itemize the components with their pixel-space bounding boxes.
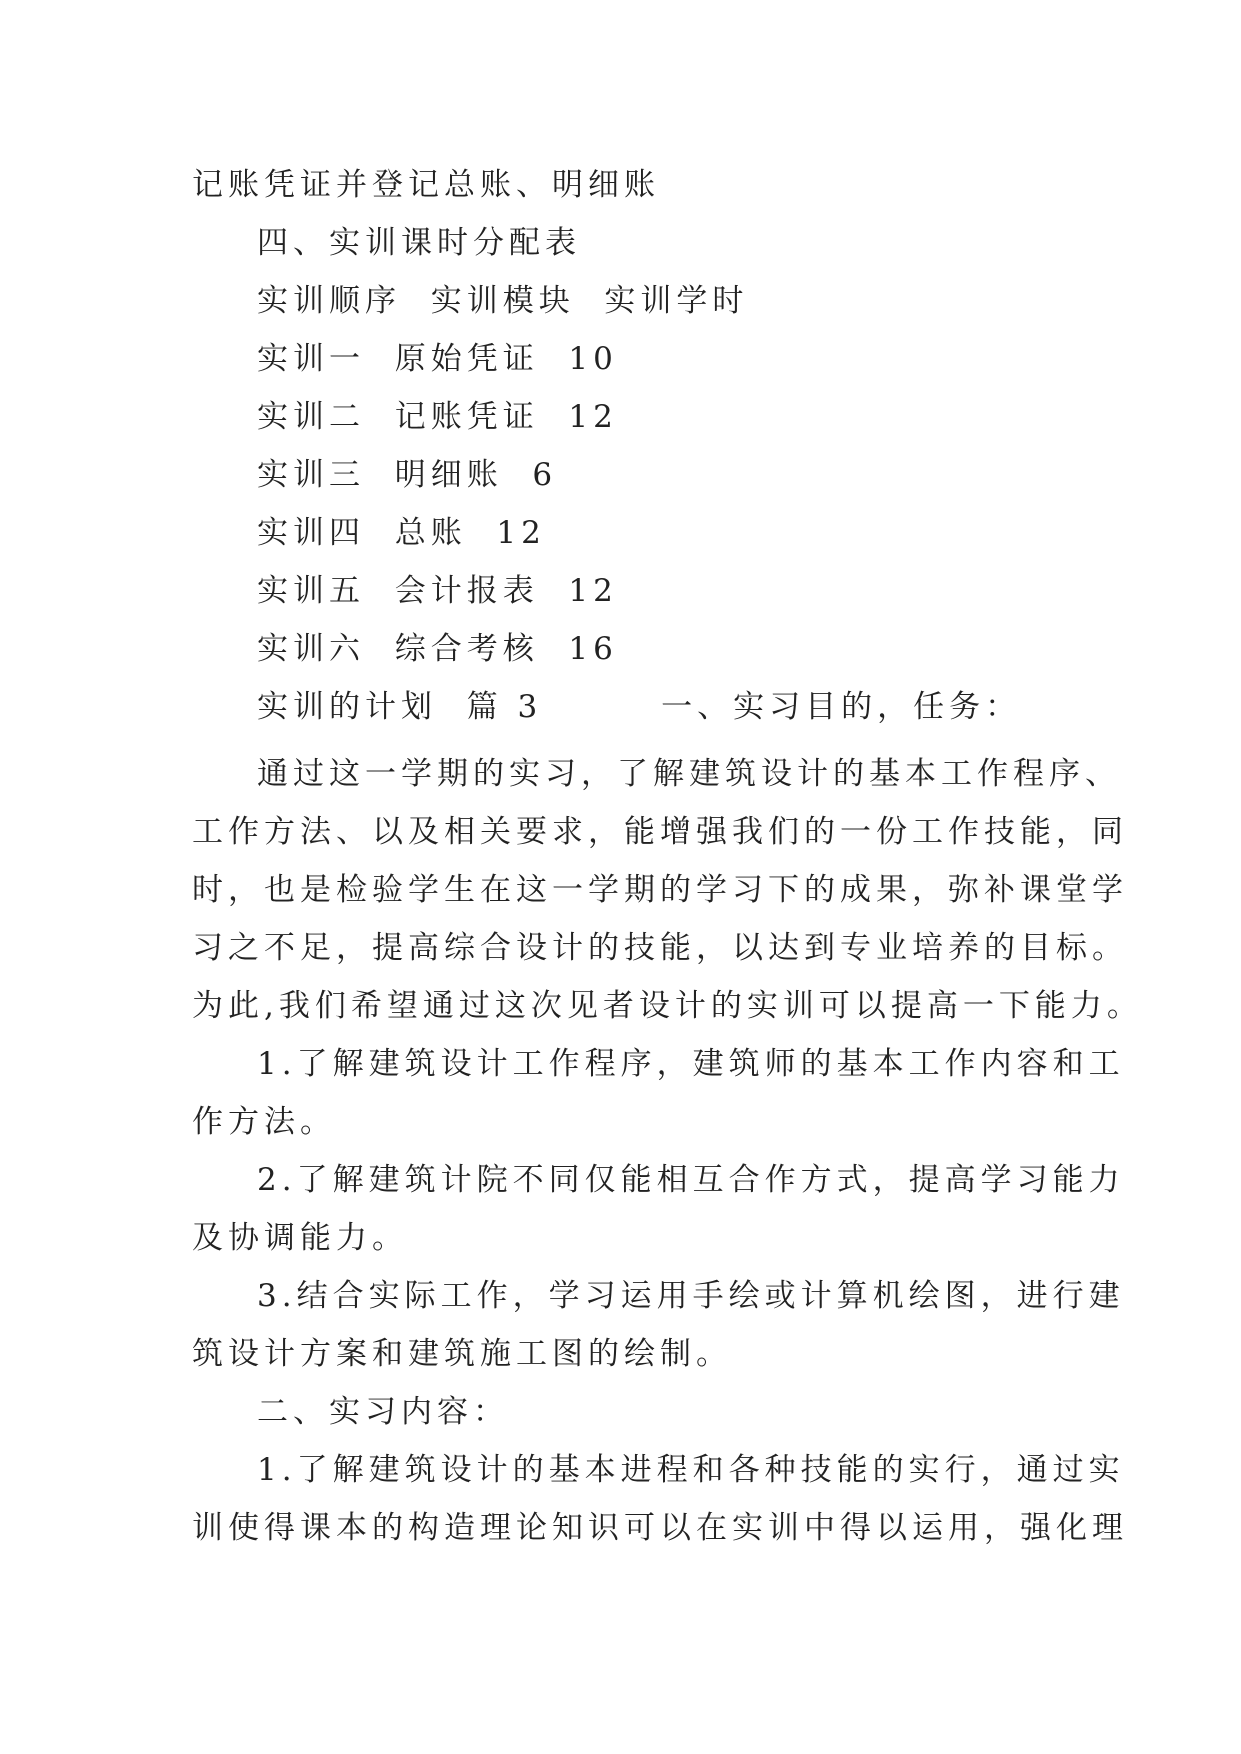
section-heading: 四、实训课时分配表 bbox=[257, 225, 581, 261]
list-item-line: 1.了解建筑设计的基本进程和各种技能的实行，通过实 bbox=[257, 1452, 1125, 1488]
text-line: 记账凭证并登记总账、明细账 bbox=[192, 167, 660, 203]
list-item-line: 2.了解建筑计院不同仅能相互合作方式，提高学习能力 bbox=[257, 1162, 1125, 1198]
table-row-line: 实训五 会计报表 12 bbox=[257, 573, 618, 609]
list-item-line: 作方法。 bbox=[192, 1104, 336, 1140]
list-item-line: 及协调能力。 bbox=[192, 1220, 408, 1256]
table-row-line: 实训一 原始凭证 10 bbox=[257, 341, 618, 377]
table-row-line: 实训三 明细账 6 bbox=[257, 457, 558, 493]
list-item-line: 1.了解建筑设计工作程序，建筑师的基本工作内容和工 bbox=[257, 1046, 1125, 1082]
table-row-line: 实训四 总账 12 bbox=[257, 515, 546, 551]
paragraph-line: 工作方法、以及相关要求，能增强我们的一份工作技能，同 bbox=[192, 814, 1128, 850]
section-heading: 二、实习内容： bbox=[257, 1394, 509, 1430]
section-heading: 实训的计划 篇 3 一、实习目的，任务： bbox=[257, 689, 1022, 725]
paragraph-line: 为此,我们希望通过这次见者设计的实训可以提高一下能力。 bbox=[192, 988, 1143, 1024]
table-row-line: 实训六 综合考核 16 bbox=[257, 631, 618, 667]
paragraph-line: 通过这一学期的实习，了解建筑设计的基本工作程序、 bbox=[257, 756, 1121, 792]
list-item-line: 训使得课本的构造理论知识可以在实训中得以运用，强化理 bbox=[192, 1510, 1128, 1546]
table-row-line: 实训二 记账凭证 12 bbox=[257, 399, 618, 435]
list-item-line: 3.结合实际工作，学习运用手绘或计算机绘图，进行建 bbox=[257, 1278, 1125, 1314]
list-item-line: 筑设计方案和建筑施工图的绘制。 bbox=[192, 1336, 732, 1372]
table-header-line: 实训顺序 实训模块 实训学时 bbox=[257, 283, 749, 319]
paragraph-line: 习之不足，提高综合设计的技能，以达到专业培养的目标。 bbox=[192, 930, 1128, 966]
paragraph-line: 时，也是检验学生在这一学期的学习下的成果，弥补课堂学 bbox=[192, 872, 1128, 908]
